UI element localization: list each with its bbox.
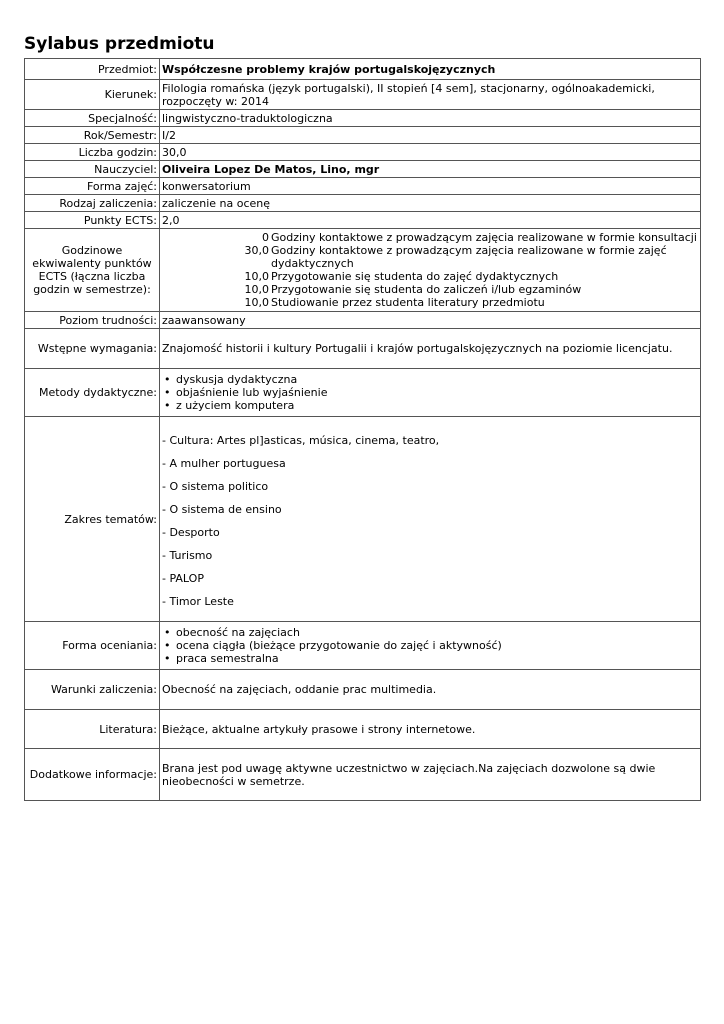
ects-line [162, 296, 698, 309]
label-specjalnosc: Specjalność: [25, 110, 160, 127]
value-wstepne-wymagania: Znajomość historii i kultury Portugalii i krajów portugalskojęzycznych na poziomie licencjatu. [160, 329, 701, 369]
row-przedmiot [25, 59, 701, 80]
list-item: • dyskusja dydaktyczna [176, 373, 698, 386]
label-kierunek: Kierunek: [25, 80, 160, 110]
label-zakres-tematow: Zakres tematów: [25, 417, 160, 622]
label-liczba-godzin: Liczba godzin: [25, 144, 160, 161]
value-przedmiot: Współczesne problemy krajów portugalskojęzycznych [160, 59, 701, 80]
label-nauczyciel: Nauczyciel: [25, 161, 160, 178]
syllabus-table [24, 58, 701, 801]
label-literatura: Literatura: [25, 710, 160, 749]
value-forma-oceniania [160, 622, 701, 670]
row-forma-oceniania [25, 622, 701, 670]
ects-hours: 10,0 [244, 296, 269, 309]
topic-item: - Turismo [162, 548, 213, 562]
value-liczba-godzin: 30,0 [160, 144, 701, 161]
list-item: • obecność na zajęciach [176, 626, 698, 639]
value-dodatkowe-informacje: Brana jest pod uwagę aktywne uczestnictwo w zajęciach.Na zajęciach dozwolone są dwie nieobecności w semetrze. [160, 749, 701, 801]
topic-item: - PALOP [162, 571, 204, 585]
list-item: • objaśnienie lub wyjaśnienie [176, 386, 698, 399]
row-liczba-godzin [25, 144, 701, 161]
value-specjalnosc: lingwistyczno-traduktologiczna [160, 110, 701, 127]
topic-item: - A mulher portuguesa [162, 456, 286, 470]
value-metody-dydaktyczne [160, 369, 701, 417]
value-forma-zajec: konwersatorium [160, 178, 701, 195]
value-zakres-tematow [160, 417, 701, 622]
label-forma-oceniania: Forma oceniania: [25, 622, 160, 670]
ects-desc: Studiowanie przez studenta literatury przedmiotu [271, 296, 545, 309]
value-literatura: Bieżące, aktualne artykuły prasowe i strony internetowe. [160, 710, 701, 749]
row-wstepne-wymagania [25, 329, 701, 369]
ects-line [162, 283, 698, 296]
topic-item: - O sistema politico [162, 479, 269, 493]
value-punkty-ects: 2,0 [160, 212, 701, 229]
label-poziom-trudnosci: Poziom trudności: [25, 312, 160, 329]
row-dodatkowe-informacje [25, 749, 701, 801]
label-wstepne-wymagania: Wstępne wymagania: [25, 329, 160, 369]
label-warunki-zaliczenia: Warunki zaliczenia: [25, 670, 160, 710]
topic-item: - Cultura: Artes pl]asticas, música, cinema, teatro, [162, 433, 440, 447]
ects-line [162, 270, 698, 283]
ects-desc: Przygotowanie się studenta do zaliczeń i/lub egzaminów [271, 283, 582, 296]
value-kierunek: Filologia romańska (język portugalski), II stopień [4 sem], stacjonarny, ogólnoakademicki, rozpoczęty w: 2014 [160, 80, 701, 110]
page-title: Sylabus przedmiotu [24, 34, 215, 54]
row-literatura [25, 710, 701, 749]
label-ects-ekwiwalenty: Godzinowe ekwiwalenty punktów ECTS (łączna liczba godzin w semestrze): [25, 229, 160, 312]
row-poziom-trudnosci [25, 312, 701, 329]
topic-list [162, 428, 698, 611]
value-poziom-trudnosci: zaawansowany [160, 312, 701, 329]
list-item: • ocena ciągła (bieżące przygotowanie do zajęć i aktywność) [176, 639, 698, 652]
label-punkty-ects: Punkty ECTS: [25, 212, 160, 229]
ects-desc: Godziny kontaktowe z prowadzącym zajęcia realizowane w formie konsultacji [271, 231, 697, 244]
ects-desc: Godziny kontaktowe z prowadzącym zajęcia realizowane w formie zajęć dydaktycznych [271, 244, 667, 270]
ects-line [162, 244, 698, 270]
row-rok-semestr [25, 127, 701, 144]
row-zakres-tematow [25, 417, 701, 622]
value-rok-semestr: I/2 [160, 127, 701, 144]
label-przedmiot: Przedmiot: [25, 59, 160, 80]
row-metody-dydaktyczne [25, 369, 701, 417]
topic-item: - Timor Leste [162, 594, 234, 608]
row-punkty-ects [25, 212, 701, 229]
label-forma-zajec: Forma zajęć: [25, 178, 160, 195]
value-warunki-zaliczenia: Obecność na zajęciach, oddanie prac multimedia. [160, 670, 701, 710]
row-rodzaj-zaliczenia [25, 195, 701, 212]
row-kierunek [25, 80, 701, 110]
value-nauczyciel: Oliveira Lopez De Matos, Lino, mgr [160, 161, 701, 178]
label-rodzaj-zaliczenia: Rodzaj zaliczenia: [25, 195, 160, 212]
ects-desc: Przygotowanie się studenta do zajęć dydaktycznych [271, 270, 559, 283]
label-rok-semestr: Rok/Semestr: [25, 127, 160, 144]
ects-hours: 0 [262, 231, 269, 244]
label-dodatkowe-informacje: Dodatkowe informacje: [25, 749, 160, 801]
ects-hours: 10,0 [244, 270, 269, 283]
row-forma-zajec [25, 178, 701, 195]
ects-hours: 10,0 [244, 283, 269, 296]
label-metody-dydaktyczne: Metody dydaktyczne: [25, 369, 160, 417]
oceniania-list [162, 626, 698, 665]
topic-item: - Desporto [162, 525, 220, 539]
row-warunki-zaliczenia [25, 670, 701, 710]
topic-item: - O sistema de ensino [162, 502, 282, 516]
list-item: • z użyciem komputera [176, 399, 698, 412]
row-nauczyciel [25, 161, 701, 178]
row-specjalnosc [25, 110, 701, 127]
row-ects-ekwiwalenty [25, 229, 701, 312]
metody-list [162, 373, 698, 412]
ects-hours: 30,0 [244, 244, 269, 257]
ects-line [162, 231, 698, 244]
list-item: • praca semestralna [176, 652, 698, 665]
value-rodzaj-zaliczenia: zaliczenie na ocenę [160, 195, 701, 212]
ects-breakdown [160, 229, 701, 312]
